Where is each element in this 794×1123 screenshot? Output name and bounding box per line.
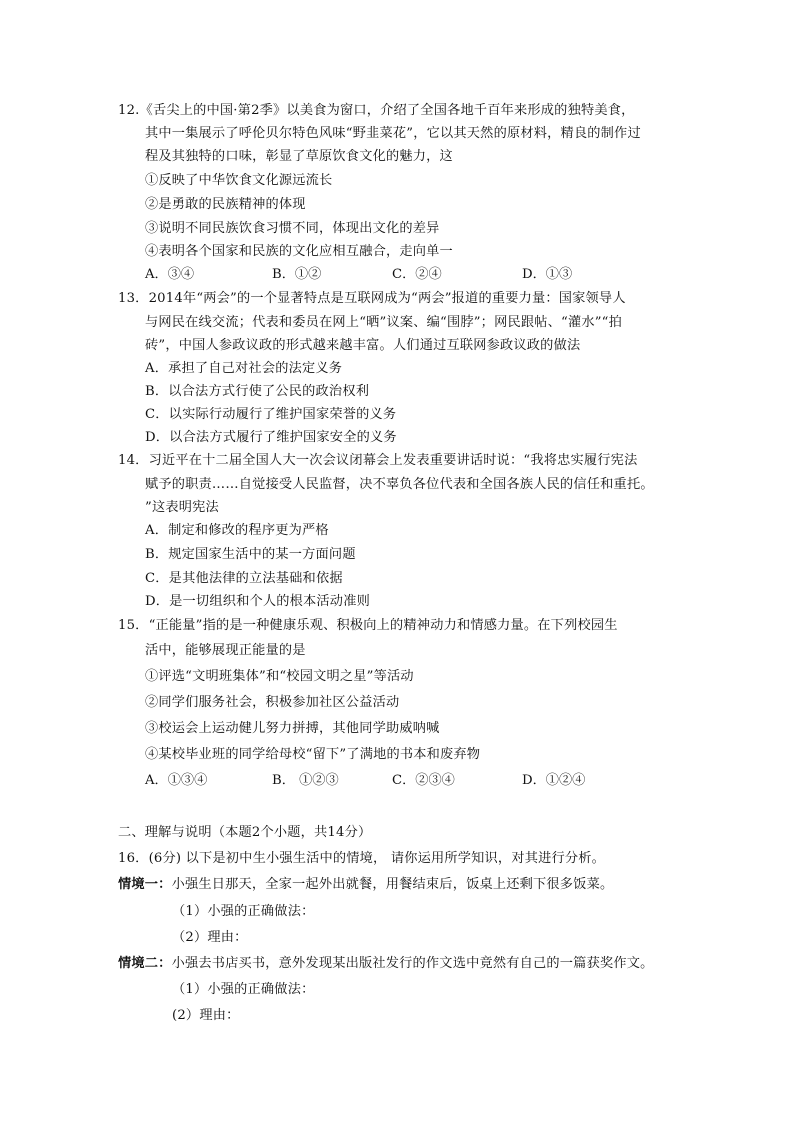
q13-option-c: C．以实际行动履行了维护国家荣誉的义务 [145,407,397,422]
q15-option-c: C．②③④ [392,773,455,788]
q14-option-c: C．是其他法律的立法基础和依据 [145,571,343,586]
q13-option-d: D．以合法方式履行了维护国家安全的义务 [145,430,397,445]
q13-line2: 与网民在线交流；代表和委员在网上“晒”议案、编“围脖”；网民跟帖、“灌水”“拍 [145,315,622,330]
q15-item-4: ④某校毕业班的同学给母校“留下”了满地的书本和废弃物 [145,747,481,762]
q15-line2: 活中，能够展现正能量的是 [145,643,306,658]
scenario-1 [118,876,613,894]
q12-option-c: C．②④ [392,267,442,282]
q14-option-b: B．规定国家生活中的某一方面问题 [145,547,356,562]
scenario-1-answer-2: （2）理由： [172,930,248,945]
section-heading: 二、理解与说明（本题2个小题，共14分） [118,825,372,840]
q12-item-1: ①反映了中华饮食文化源远流长 [145,173,333,188]
q15-option-b: B． ①②③ [272,773,339,788]
scenario-1-text: 小强生日那天，全家一起外出就餐，用餐结束后，饭桌上还剩下很多饭菜。 [171,877,614,892]
q14-line1: 14．习近平在十二届全国人大一次会议闭幕会上发表重要讲话时说：“我将忠实履行宪法 [118,453,638,468]
q14-line2: 赋予的职责……自觉接受人民监督，决不辜负各位代表和全国各族人民的信任和重托。 [145,477,654,492]
q12-item-2: ②是勇敢的民族精神的体现 [145,197,306,212]
q12-line2: 其中一集展示了呼伦贝尔特色风味“野韭菜花”，它以其天然的原材料，精良的制作过 [145,126,641,141]
q15-item-2: ②同学们服务社会，积极参加社区公益活动 [145,695,400,710]
scenario-2 [118,955,654,973]
q13-line3: 砖”，中国人参政议政的形式越来越丰富。人们通过互联网参政议政的做法 [145,338,581,353]
q15-option-a: A．①③④ [145,773,208,788]
q15-option-d: D．①②④ [522,773,586,788]
q12-option-d: D．①③ [522,267,573,282]
q14-option-a: A．制定和修改的程序更为严格 [145,523,329,538]
q14-line3: ”这表明宪法 [145,500,219,515]
q13-option-b: B．以合法方式行使了公民的政治权利 [145,384,370,399]
q12-item-3: ③说明不同民族饮食习惯不同，体现出文化的差异 [145,221,440,236]
scenario-2-answer-2: (2）理由： [172,1008,240,1023]
scenario-2-label: 情境二： [118,956,172,971]
q16-prompt: 16．(6分) 以下是初中生小强生活中的情境， 请你运用所学知识，对其进行分析。 [118,851,606,866]
q12-option-a: A．③④ [145,267,195,282]
q15-item-1: ①评选“文明班集体”和“校园文明之星”等活动 [145,669,414,684]
scenario-1-label: 情境一： [118,877,172,892]
q13-option-a: A．承担了自己对社会的法定义务 [145,361,343,376]
q15-line1: 15．“正能量”指的是一种健康乐观、积极向上的精神动力和情感力量。在下列校园生 [118,618,618,633]
q14-option-d: D．是一切组织和个人的根本活动准则 [145,594,370,609]
q15-item-3: ③校运会上运动健儿努力拼搏，其他同学助威呐喊 [145,721,440,736]
scenario-1-answer-1: （1）小强的正确做法： [172,904,315,919]
q12-item-4: ④表明各个国家和民族的文化应相互融合，走向单一 [145,244,453,259]
scenario-2-text: 小强去书店买书，意外发现某出版社发行的作文选中竟然有自己的一篇获奖作文。 [171,956,654,971]
q12-line3: 程及其独特的口味，彰显了草原饮食文化的魅力，这 [145,149,453,164]
q13-line1: 13．2014年“两会”的一个显著特点是互联网成为“两会”报道的重要力量：国家领导人 [118,291,626,306]
q12-option-b: B．①② [272,267,322,282]
q12-line1: 12.《舌尖上的中国·第2季》以美食为窗口，介绍了全国各地千百年来形成的独特美食， [118,103,635,118]
scenario-2-answer-1: （1）小强的正确做法： [172,982,315,997]
